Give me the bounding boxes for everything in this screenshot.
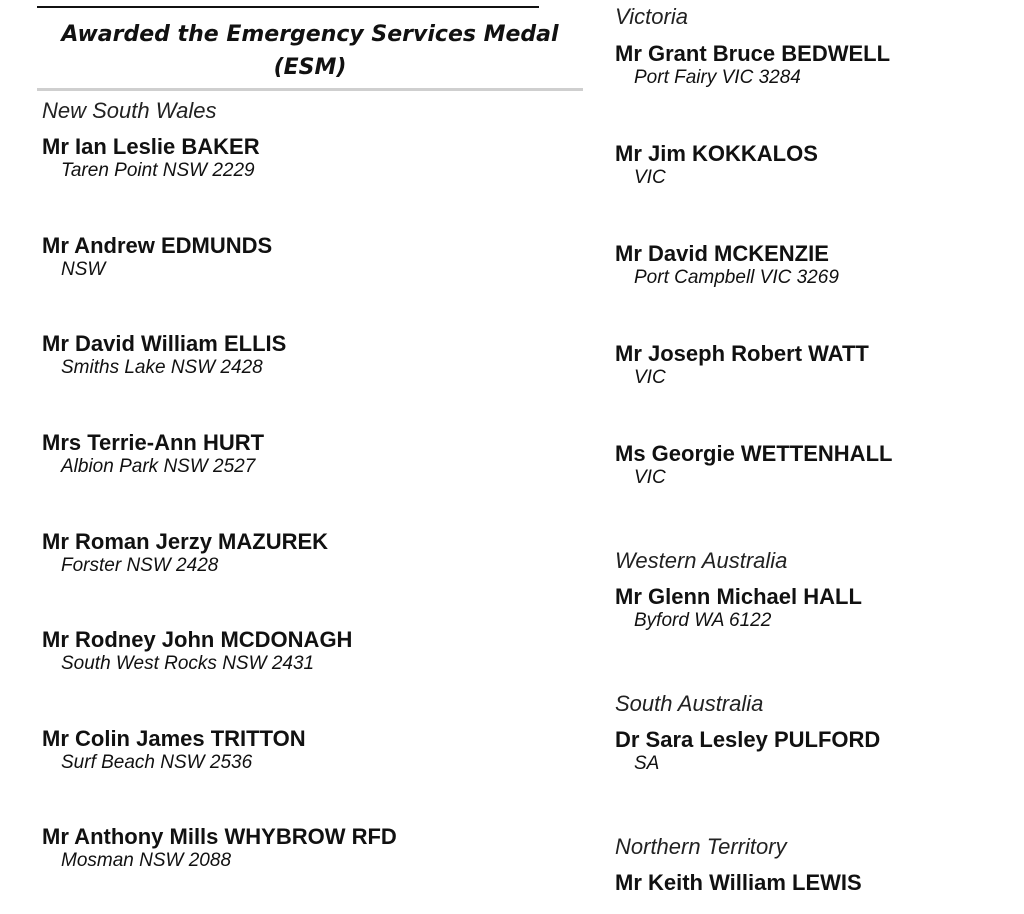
recipient-location: VIC	[634, 367, 666, 388]
top-divider	[37, 6, 539, 8]
recipient-entry	[42, 627, 352, 675]
recipient-name: Mr David William ELLIS	[42, 331, 287, 356]
recipient-name: Mrs Terrie-Ann HURT	[42, 430, 265, 455]
recipient-location: Forster NSW 2428	[61, 555, 219, 576]
recipient-location: VIC	[634, 167, 666, 188]
recipient-entry	[615, 727, 880, 775]
recipient-entry	[615, 870, 862, 896]
recipient-entry	[42, 529, 328, 577]
recipient-entry	[615, 584, 862, 632]
recipient-location: Taren Point NSW 2229	[61, 160, 255, 181]
recipient-name: Mr Andrew EDMUNDS	[42, 233, 273, 258]
recipient-name: Ms Georgie WETTENHALL	[615, 441, 893, 466]
recipient-name: Mr David MCKENZIE	[615, 241, 829, 266]
recipient-name: Mr Colin James TRITTON	[42, 726, 306, 751]
recipient-location: Port Fairy VIC 3284	[634, 67, 801, 88]
recipient-name: Mr Joseph Robert WATT	[615, 341, 869, 366]
region-heading-northern-territory: Northern Territory	[615, 834, 787, 859]
recipient-name: Mr Glenn Michael HALL	[615, 584, 862, 609]
recipient-name: Mr Ian Leslie BAKER	[42, 134, 260, 159]
recipient-location: NSW	[61, 259, 106, 280]
recipient-name: Mr Anthony Mills WHYBROW RFD	[42, 824, 397, 849]
recipient-entry	[42, 726, 306, 774]
recipient-name: Mr Grant Bruce BEDWELL	[615, 41, 891, 66]
recipient-entry	[42, 233, 272, 281]
recipient-entry	[615, 141, 818, 189]
recipient-name: Mr Rodney John MCDONAGH	[42, 627, 353, 652]
recipient-entry	[615, 441, 892, 489]
title-divider	[37, 88, 583, 91]
recipient-entry	[42, 430, 264, 478]
recipient-location: SA	[634, 753, 660, 774]
recipient-entry	[42, 134, 260, 182]
recipient-location: Mosman NSW 2088	[61, 850, 232, 871]
recipient-name: Mr Jim KOKKALOS	[615, 141, 818, 166]
recipient-location: VIC	[634, 467, 666, 488]
recipient-location: Smiths Lake NSW 2428	[61, 357, 263, 378]
recipient-entry	[615, 241, 839, 289]
recipient-entry	[615, 41, 890, 89]
recipient-name: Dr Sara Lesley PULFORD	[615, 727, 881, 752]
recipient-entry	[615, 341, 869, 389]
region-heading-south-australia: South Australia	[615, 691, 764, 716]
region-heading-western-australia: Western Australia	[615, 548, 788, 573]
recipient-location: South West Rocks NSW 2431	[61, 653, 315, 674]
recipient-location: Surf Beach NSW 2536	[61, 752, 253, 773]
recipient-location: Port Campbell VIC 3269	[634, 267, 839, 288]
region-heading-nsw: New South Wales	[42, 98, 217, 123]
recipient-entry	[42, 331, 286, 379]
region-heading-victoria: Victoria	[615, 4, 688, 29]
recipient-location: Albion Park NSW 2527	[61, 456, 256, 477]
recipient-location: Byford WA 6122	[634, 610, 772, 631]
page-title: Awarded the Emergency Services Medal (ESM)	[61, 22, 559, 80]
recipient-entry	[42, 824, 397, 872]
recipient-name: Mr Roman Jerzy MAZUREK	[42, 529, 329, 554]
recipient-name: Mr Keith William LEWIS	[615, 870, 862, 895]
